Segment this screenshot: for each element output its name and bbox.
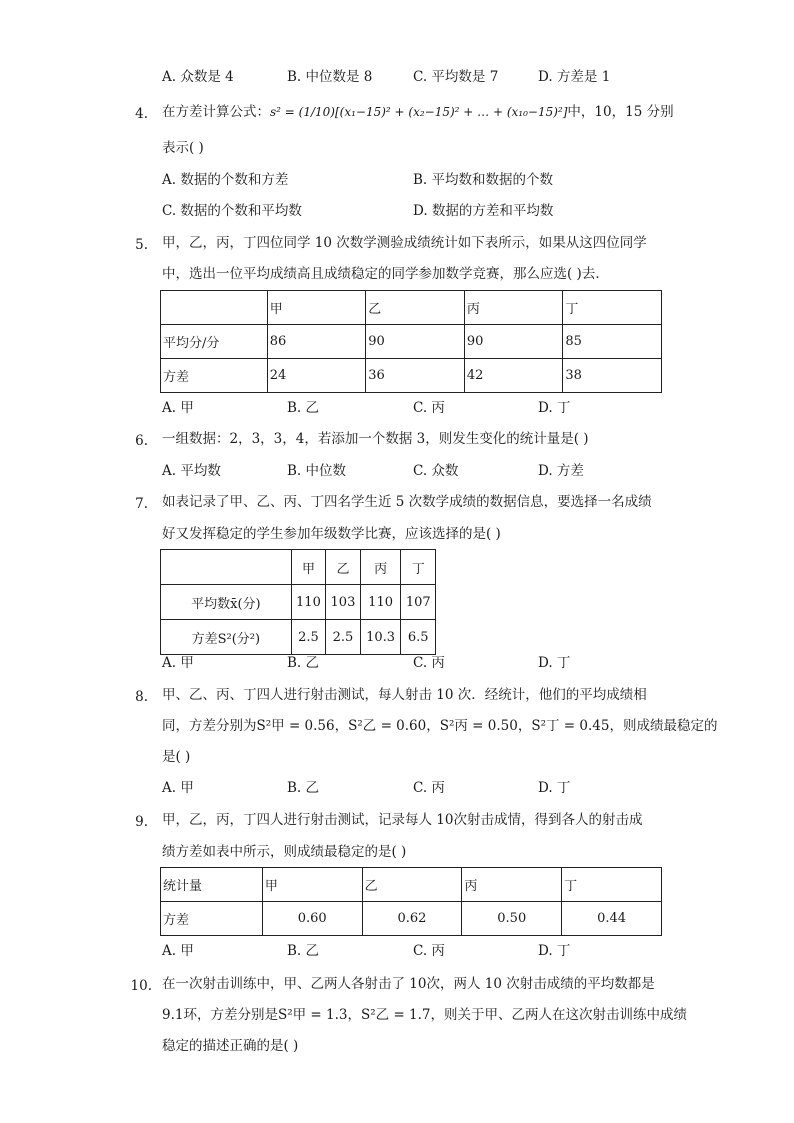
question-number: 8.: [135, 689, 148, 705]
table-cell: 0.50: [462, 902, 562, 936]
table-cell: 90: [464, 325, 563, 359]
option-c: C. 丙: [413, 780, 445, 796]
option-a: A. 甲: [162, 780, 194, 796]
table-cell: 丙: [462, 868, 562, 902]
option-b: B. 乙: [287, 943, 320, 959]
question-text: 甲，乙，丙，丁四位同学 10 次数学测验成绩统计如下表所示，如果从这四位同学: [162, 235, 647, 251]
table-cell: 110: [360, 585, 401, 620]
table-row: [161, 359, 662, 393]
table-cell: 甲: [262, 868, 362, 902]
option-b: B. 平均数和数据的个数: [413, 172, 554, 188]
option-a: A. 甲: [162, 943, 194, 959]
table-cell: 24: [267, 359, 366, 393]
option-d: D. 丁: [538, 655, 571, 671]
question-text: 如表记录了甲、乙、丙、丁四名学生近 5 次数学成绩的数据信息，要选择一名成绩: [162, 494, 652, 510]
table-cell: 乙: [366, 291, 465, 325]
question-text-cont: 绩方差如表中所示，则成绩最稳定的是( ): [162, 844, 407, 860]
question-number: 4.: [135, 106, 148, 122]
table-cell: 36: [366, 359, 465, 393]
option-b: B. 乙: [287, 400, 320, 416]
option-b: B. 乙: [287, 780, 320, 796]
option-d: D. 数据的方差和平均数: [413, 203, 554, 219]
question-number: 10.: [130, 978, 152, 994]
table-cell: 方差: [161, 902, 263, 936]
table-row: [161, 325, 662, 359]
table-cell: 107: [401, 585, 436, 620]
table-cell: 0.62: [362, 902, 462, 936]
question-number: 5.: [135, 237, 148, 253]
table-row: [161, 902, 662, 936]
option-c: C. 丙: [413, 400, 445, 416]
option-d: D. 方差是 1: [538, 69, 611, 85]
question-text-cont: 同，方差分别为S²甲 = 0.56，S²乙 = 0.60，S²丙 = 0.50，S²丁 = 0.45，则成绩最稳定的: [162, 718, 718, 734]
option-c: C. 数据的个数和平均数: [162, 203, 302, 219]
table-header-row: [161, 291, 662, 325]
table-cell: 42: [464, 359, 563, 393]
table-cell: 甲: [291, 550, 326, 585]
question-text-cont: 稳定的描述正确的是( ): [162, 1038, 299, 1054]
table-cell: 丙: [360, 550, 401, 585]
option-b: B. 乙: [287, 655, 320, 671]
question-number: 9.: [135, 814, 148, 830]
question-text-cont: 中，选出一位平均成绩高且成绩稳定的同学参加数学竞赛，那么应选( )去．: [162, 266, 609, 282]
question-number: 6.: [135, 433, 148, 449]
table-header-row: [161, 550, 436, 585]
option-d: D. 丁: [538, 400, 571, 416]
scores-table: [160, 290, 662, 393]
variance-table: [160, 867, 662, 936]
option-d: D. 丁: [538, 780, 571, 796]
table-cell: 平均数x̄(分): [161, 585, 292, 620]
option-c: C. 丙: [413, 943, 445, 959]
table-cell: 0.60: [262, 902, 362, 936]
option-a: A. 甲: [162, 655, 194, 671]
table-cell: 38: [563, 359, 662, 393]
table-cell: 2.5: [291, 620, 326, 655]
scores-table: [160, 549, 436, 655]
question-text: 一组数据：2，3，3，4，若添加一个数据 3，则发生变化的统计量是( ): [162, 431, 589, 447]
question-text: 甲、乙、丙、丁四人进行射击测试，每人射击 10 次．经统计，他们的平均成绩相: [162, 687, 647, 703]
table-cell: 甲: [267, 291, 366, 325]
table-cell: 方差: [161, 359, 268, 393]
table-cell: 方差S²(分²): [161, 620, 292, 655]
table-cell: 2.5: [326, 620, 361, 655]
option-a: A. 平均数: [162, 463, 221, 479]
table-cell: 103: [326, 585, 361, 620]
option-c: C. 平均数是 7: [413, 69, 499, 85]
q4-text-2: 中，10，15 分别: [567, 104, 674, 120]
question-text: [162, 102, 674, 122]
question-text: 在一次射击训练中，甲、乙两人各射击了 10次，两人 10 次射击成绩的平均数都是: [162, 976, 655, 992]
option-a: A. 众数是 4: [162, 69, 234, 85]
table-cell: 乙: [326, 550, 361, 585]
table-cell: [161, 550, 292, 585]
table-cell: 统计量: [161, 868, 263, 902]
table-cell: [161, 291, 268, 325]
table-row: [161, 620, 436, 655]
table-cell: 丁: [401, 550, 436, 585]
table-row: [161, 585, 436, 620]
option-a: A. 甲: [162, 400, 194, 416]
table-cell: 0.44: [562, 902, 662, 936]
table-cell: 丙: [464, 291, 563, 325]
question-text: 甲，乙，丙，丁四人进行射击测试，记录每人 10次射击成情，得到各人的射击成: [162, 812, 643, 828]
option-c: C. 众数: [413, 463, 459, 479]
question-text-cont: 是( ): [162, 749, 191, 765]
table-cell: 丁: [562, 868, 662, 902]
question-text-cont: 表示( ): [162, 140, 204, 156]
variance-formula: s² = (1/10)[(x₁−15)² + (x₂−15)² + … + (x₁₀−15)²]: [270, 105, 568, 119]
table-cell: 6.5: [401, 620, 436, 655]
table-cell: 110: [291, 585, 326, 620]
option-d: D. 方差: [538, 463, 584, 479]
question-text-cont: 9.1环，方差分别是S²甲 = 1.3，S²乙 = 1.7，则关于甲、乙两人在这次射击训练中成绩: [162, 1007, 688, 1023]
option-a: A. 数据的个数和方差: [162, 172, 289, 188]
table-cell: 平均分/分: [161, 325, 268, 359]
table-cell: 乙: [362, 868, 462, 902]
q4-text-1: 在方差计算公式：: [162, 104, 270, 120]
question-number: 7.: [135, 496, 148, 512]
option-d: D. 丁: [538, 943, 571, 959]
option-b: B. 中位数是 8: [287, 69, 373, 85]
table-cell: 10.3: [360, 620, 401, 655]
option-c: C. 丙: [413, 655, 445, 671]
question-text-cont: 好又发挥稳定的学生参加年级数学比赛，应该选择的是( ): [162, 526, 501, 542]
table-cell: 丁: [563, 291, 662, 325]
table-cell: 86: [267, 325, 366, 359]
table-cell: 90: [366, 325, 465, 359]
table-header-row: [161, 868, 662, 902]
table-cell: 85: [563, 325, 662, 359]
option-b: B. 中位数: [287, 463, 347, 479]
